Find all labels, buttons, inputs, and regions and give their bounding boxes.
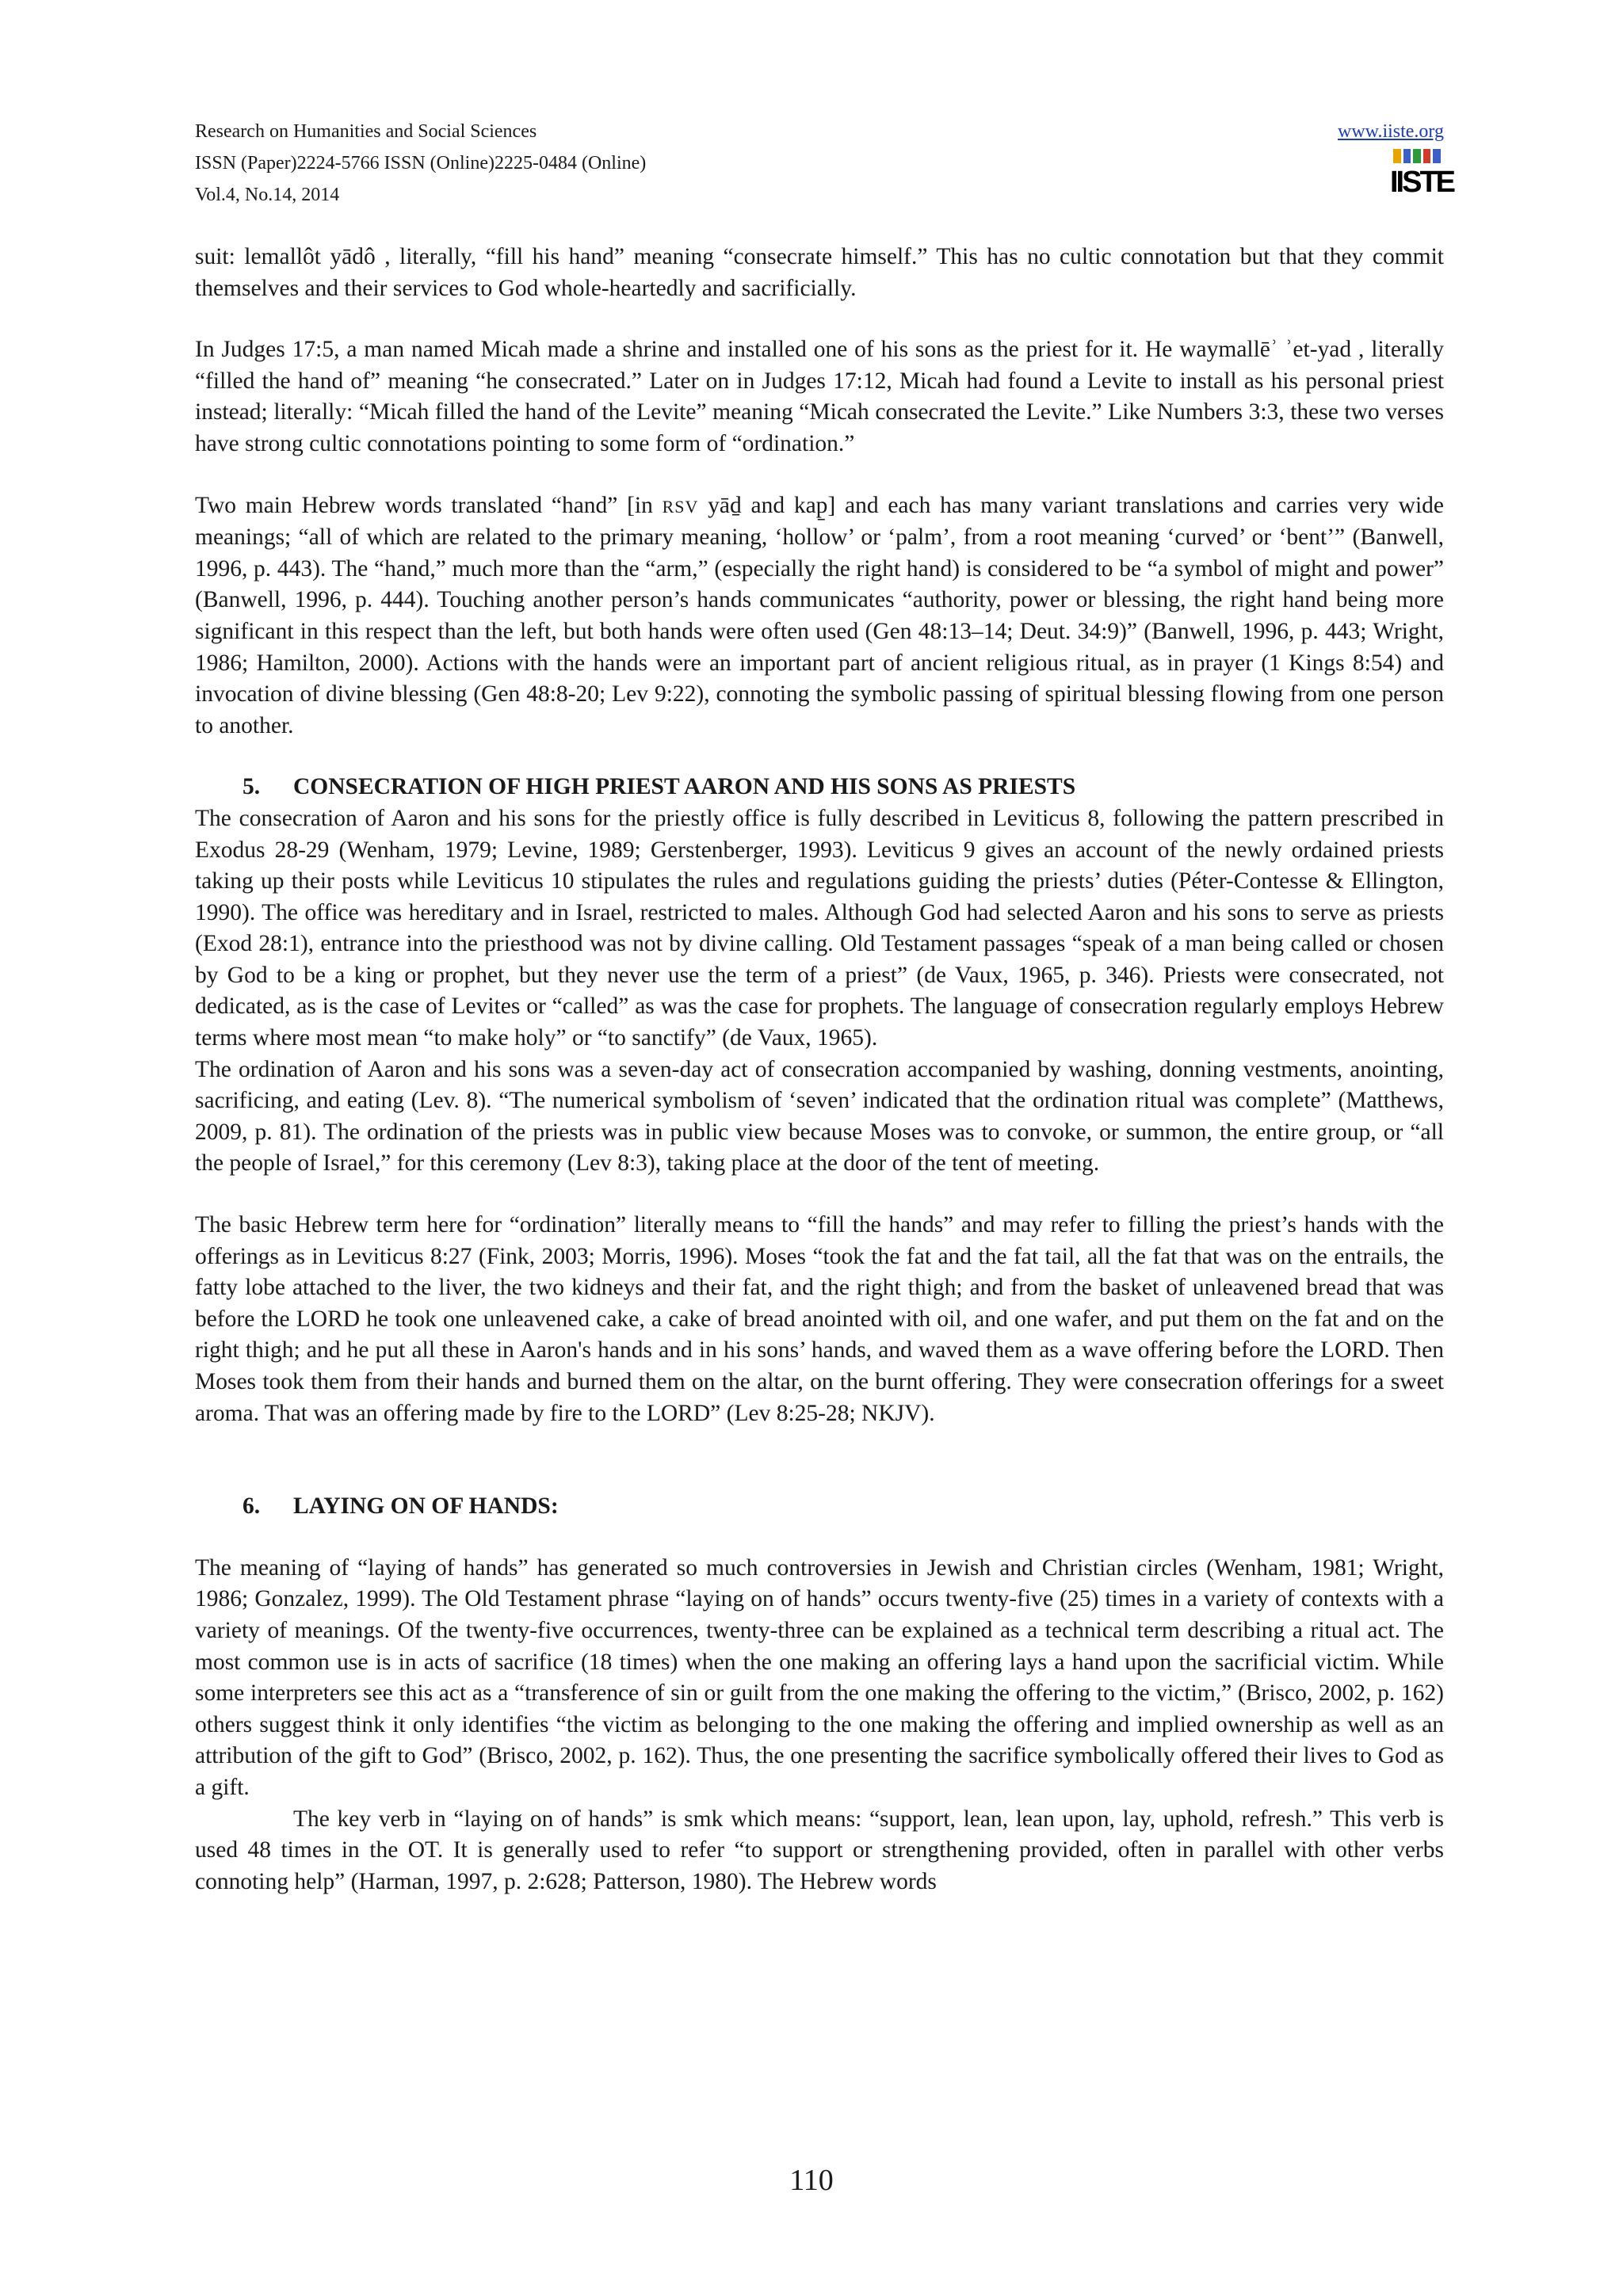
iiste-logo (1390, 149, 1454, 204)
paragraph: The meaning of “laying of hands” has generated so much controversies in Jewish and Christian circles (Wenham, 1981; Wright, 1986; Gonzalez, 1999). The Old Testament phrase “laying on of hands” occurs twenty-five (25) times in a variety of contexts with a variety of meanings. Of the twenty-five occurrences, twenty-three can be explained as a technical term describing a ritual act. The most common use is in acts of sacrifice (18 times) when the one making an offering lays a hand upon the sacrificial victim. While some interpreters see this act as a “transference of sin or guilt from the one making the offering to the victim,” (Brisco, 2002, p. 162) others suggest think it only identifies “the victim as belonging to the one making the offering and implied ownership as well as an attribution of the gift to God” (Brisco, 2002, p. 162). Thus, the one presenting the sacrifice symbolically offered their lives to God as a gift. (195, 1554, 1444, 1800)
section-heading-5 (195, 772, 1444, 803)
journal-issn: ISSN (Paper)2224-5766 ISSN (Online)2225-0484 (Online) (195, 153, 647, 174)
paragraph: The key verb in “laying on of hands” is smk which means: “support, lean, lean upon, lay, uphold, refresh.” This verb is used 48 times in the OT. It is generally used to refer “to support or strengthening provided, often in parallel with other verbs connoting help” (Harman, 1997, p. 2:628; Patterson, 1980). The Hebrew words (195, 1806, 1444, 1894)
section-title: LAYING ON OF HANDS: (293, 1493, 559, 1520)
section-number: 6. (242, 1493, 261, 1520)
paragraph: The consecration of Aaron and his sons for the priestly office is fully described in Leviticus 8, following the pattern prescribed in Exodus 28-29 (Wenham, 1979; Levine, 1989; Gerstenberger, 1993). Leviticus 9 gives an account of the newly ordained priests taking up their posts while Leviticus 10 stipulates the rules and regulations guiding the priests’ duties (Péter-Contesse & Ellington, 1990). The office was hereditary and in Israel, restricted to males. Although God had selected Aaron and his sons to serve as priests (Exod 28:1), entrance into the priesthood was not by divine calling. Old Testament passages “speak of a man being called or chosen by God to be a king or prophet, but they never use the term of a priest” (de Vaux, 1965, p. 346). Priests were consecrated, not dedicated, as is the case of Levites or “called” as was the case for prophets. The language of consecration regularly employs Hebrew terms where most mean “to make holy” or “to sanctify” (de Vaux, 1965). (195, 805, 1444, 1051)
section-heading-6 (195, 1491, 1444, 1523)
paragraph: In Judges 17:5, a man named Micah made a shrine and installed one of his sons as the priest for it. He waymallēʾ ʾet-yad , literally “filled the hand of” meaning “he consecrated.” Later on in Judges 17:12, Micah had found a Levite to install as his personal priest instead; literally: “Micah filled the hand of the Levite” meaning “Micah consecrated the Levite.” Like Numbers 3:3, these two verses have strong cultic connotations pointing to some form of “ordination.” (195, 337, 1444, 456)
article-body (195, 242, 1444, 1897)
text-run: yāḏ and kap̱] and each has many variant translations and carries very wide meanings; “all of which are related to the primary meaning, ‘hollow’ or ‘palm’, from a root meaning ‘curved’ or ‘bent’” (Banwell, 1996, p. 443). The “hand,” much more than the “arm,” (especially the right hand) is considered to be “a symbol of might and power” (Banwell, 1996, p. 444). Touching another person’s hands communicates “authority, power or blessing, the right hand being more significant in this respect than the left, but both hands were often used (Gen 48:13–14; Deut. 34:9)” (Banwell, 1996, p. 443; Wright, 1986; Hamilton, 2000). Actions with the hands were an important part of ancient religious ritual, as in prayer (1 Kings 8:54) and invocation of divine blessing (Gen 48:8-20; Lev 9:22), connoting the symbolic passing of spiritual blessing flowing from one person to another. (195, 492, 1444, 738)
rsv-abbrev: RSV (662, 496, 699, 517)
section-title: CONSECRATION OF HIGH PRIEST AARON AND HIS SONS AS PRIESTS (293, 774, 1076, 800)
journal-title: Research on Humanities and Social Sciences (195, 121, 537, 142)
logo-wordmark: IISTE (1390, 166, 1454, 199)
page-number: 110 (789, 2164, 834, 2197)
header-journal-info (195, 116, 646, 211)
journal-volume: Vol.4, No.14, 2014 (195, 185, 340, 205)
paragraph: The ordination of Aaron and his sons was a seven-day act of consecration accompanied by washing, donning vestments, anointing, sacrificing, and eating (Lev. 8). “The numerical symbolism of ‘seven’ indicated that the ordination ritual was complete” (Matthews, 2009, p. 81). The ordination of the priests was in public view because Moses was to convoke, or summon, the entire group, or “all the people of Israel,” for this ceremony (Lev 8:3), taking place at the door of the tent of meeting. (195, 1056, 1444, 1177)
header-website (1338, 116, 1444, 147)
text-run: Two main Hebrew words translated “hand” [in (195, 492, 663, 518)
website-link[interactable]: www.iiste.org (1338, 121, 1444, 142)
paragraph: The basic Hebrew term here for “ordination” literally means to “fill the hands” and may refer to filling the priest’s hands with the offerings as in Leviticus 8:27 (Fink, 2003; Morris, 1996). Moses “took the fat and the fat tail, all the fat that was on the entrails, the fatty lobe attached to the liver, the two kidneys and their fat, and the right thigh; and from the basket of unleavened bread that was before the LORD he took one unleavened cake, a cake of bread anointed with oil, and one wafer, and put them on the fat and on the right thigh; and he put all these in Aaron's hands and in his sons’ hands, and waved them as a wave offering before the LORD. Then Moses took them from their hands and burned them on the altar, on the burnt offering. They were consecration offerings for a sweet aroma. That was an offering made by fire to the LORD” (Lev 8:25-28; NKJV). (195, 1212, 1444, 1426)
paragraph (195, 490, 1444, 742)
section-number: 5. (242, 774, 261, 800)
paragraph: suit: lemallôt yādô , literally, “fill his hand” meaning “consecrate himself.” This has no cultic connotation but that they commit themselves and their services to God whole-heartedly and sacrificially. (195, 244, 1444, 301)
